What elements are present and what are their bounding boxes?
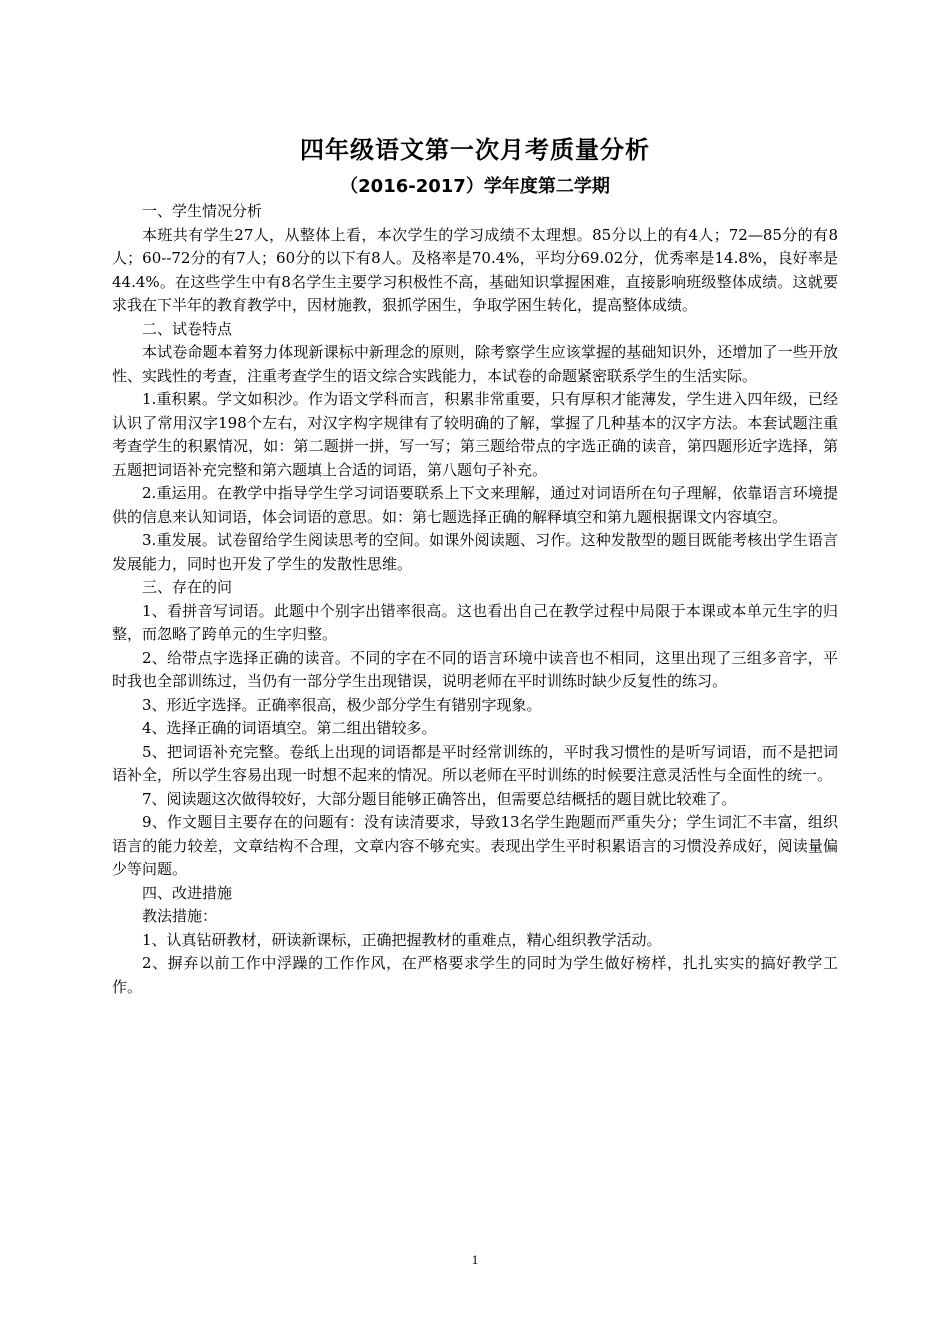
paragraph-problem-3: 3、形近字选择。正确率很高，极少部分学生有错别字现象。 [142, 695, 542, 714]
paragraph-problem-7: 7、阅读题这次做得较好，大部分题目能够正确答出，但需要总结概括的题目就比较难了。 [142, 789, 737, 808]
paragraph-teaching-measures: 教法措施： [142, 907, 218, 925]
section-heading-paper-features: 二、试卷特点 [142, 319, 233, 338]
paragraph-paper-features: 本试卷命题本着努力体现新课标中新理念的原则，除考察学生应该掌握的基础知识外，还增加了一些开放性、实践性的考查，注重考查学生的语文综合实践能力，本试卷的命题紧密联系学生的生活实际。 [112, 343, 838, 385]
paragraph-problem-9: 9、作文题目主要存在的问题有：没有读清要求，导致13名学生跑题而严重失分；学生词汇不丰富，组织语言的能力较差，文章结构不合理，文章内容不够充实。表现出学生平时积累语言的习惯没养成好，阅读量偏少等问题。 [112, 813, 838, 878]
section-heading-improvements: 四、改进措施 [142, 883, 233, 902]
document-subtitle: （2016-2017）学年度第二学期 [340, 176, 610, 197]
paragraph-problem-5: 5、把词语补充完整。卷纸上出现的词语都是平时经常训练的，平时我习惯性的是听写词语，而不是把词语补全，所以学生容易出现一时想不起来的情况。所以老师在平时训练的时候要注意灵活性与全面性的统一。 [112, 742, 838, 784]
paragraph-measure-1: 1、认真钻研教材，研读新课标，正确把握教材的重难点，精心组织教学活动。 [142, 930, 662, 949]
paragraph-accumulation: 1.重积累。学文如积沙。作为语文学科而言，积累非常重要，只有厚积才能薄发，学生进入四年级，已经认识了常用汉字198个左右，对汉字构字规律有了较明确的了解，掌握了几种基本的汉字方法。本套试题注重考查学生的积累情况，如：第二题拼一拼，写一写；第三题给带点的字选正确的读音，第四题形近字选择，第五题把词语补充完整和第六题填上合适的词语，第八题句子补充。 [112, 390, 838, 479]
document-body [112, 200, 838, 999]
paragraph-development: 3.重发展。试卷留给学生阅读思考的空间。如课外阅读题、习作。这种发散型的题目既能考核出学生语言发展能力，同时也开发了学生的发散性思维。 [112, 531, 838, 573]
paragraph-measure-2: 2、摒弃以前工作中浮躁的工作作风，在严格要求学生的同时为学生做好榜样，扎扎实实的搞好教学工作。 [112, 954, 838, 996]
section-heading-problems: 三、存在的问 [142, 578, 233, 596]
paragraph-student-analysis: 本班共有学生27人，从整体上看，本次学生的学习成绩不太理想。85分以上的有4人；72—85分的有8人；60--72分的有7人；60分的以下有8人。及格率是70.4%，平均分69.02分，优秀率是14.8%，良好率是44.4%。在这些学生中有8名学生主要学习积极性不高，基础知识掌握困难，直接影响班级整体成绩。这就要求我在下半年的教育教学中，因材施教，狠抓学困生，争取学困生转化，提高整体成绩。 [112, 225, 838, 314]
page-number: 1 [471, 1252, 479, 1267]
paragraph-application: 2.重运用。在教学中指导学生学习词语要联系上下文来理解，通过对词语所在句子理解，依靠语言环境提供的信息来认知词语，体会词语的意思。如：第七题选择正确的解释填空和第九题根据课文内容填空。 [112, 484, 838, 526]
paragraph-problem-4: 4、选择正确的词语填空。第二组出错较多。 [142, 719, 437, 737]
document-title: 四年级语文第一次月考质量分析 [300, 136, 650, 164]
section-heading-student-analysis: 一、学生情况分析 [142, 202, 263, 220]
paragraph-problem-2: 2、给带点字选择正确的读音。不同的字在不同的语言环境中读音也不相同，这里出现了三组多音字，平时我也全部训练过，当仍有一部分学生出现错误，说明老师在平时训练时缺少反复性的练习。 [112, 648, 838, 690]
paragraph-problem-1: 1、看拼音写词语。此题中个别字出错率很高。这也看出自己在教学过程中局限于本课或本单元生字的归整，而忽略了跨单元的生字归整。 [112, 601, 838, 643]
